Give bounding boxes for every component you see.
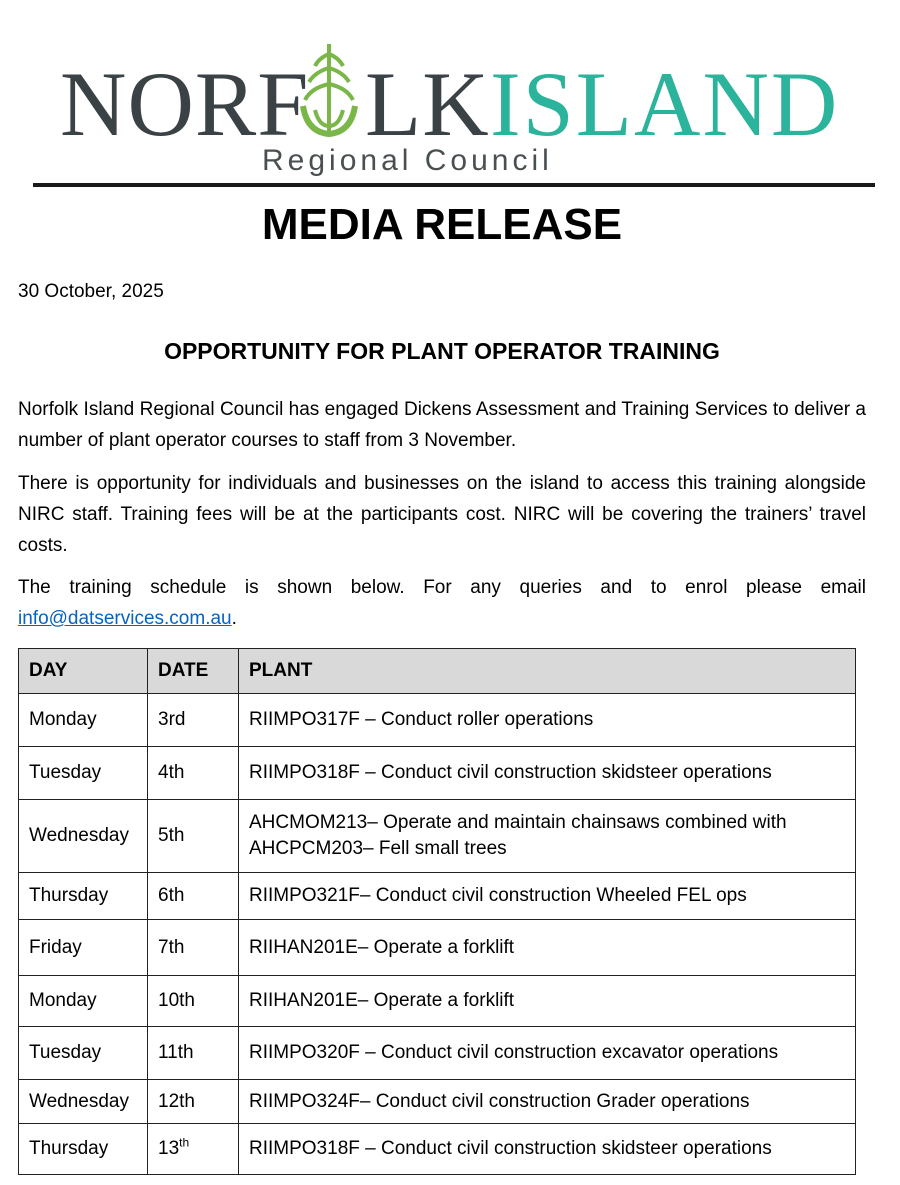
cell-plant	[239, 800, 856, 873]
schedule-text-end: .	[231, 608, 237, 629]
cell-day: Friday	[19, 920, 148, 976]
cell-day: Thursday	[19, 1124, 148, 1175]
cell-plant: RIIMPO318F – Conduct civil construction skidsteer operations	[239, 1124, 856, 1175]
header-day: DAY	[19, 649, 148, 694]
logo-subtitle: Regional Council	[262, 144, 553, 177]
table-row	[19, 873, 856, 920]
cell-day: Tuesday	[19, 1027, 148, 1080]
table-row	[19, 800, 856, 873]
cell-date: 7th	[148, 920, 239, 976]
cell-day: Monday	[19, 976, 148, 1027]
logo-word-lk: LK	[365, 53, 490, 155]
header-date: DATE	[148, 649, 239, 694]
header-plant: PLANT	[239, 649, 856, 694]
paragraph-intro: Norfolk Island Regional Council has engaged Dickens Assessment and Training Services to deliver a number of plant operator courses to staff from 3 November.	[18, 399, 866, 451]
cell-plant: RIIHAN201E– Operate a forklift	[239, 920, 856, 976]
cell-date-suffix: th	[179, 1135, 190, 1150]
cell-date-number: 13	[158, 1138, 180, 1159]
cell-date: 11th	[148, 1027, 239, 1080]
table-row	[19, 976, 856, 1027]
cell-plant: RIIMPO321F– Conduct civil construction Wheeled FEL ops	[239, 873, 856, 920]
schedule-text: The training schedule is shown below. For any queries and to enrol please email	[18, 577, 866, 598]
cell-plant: RIIHAN201E– Operate a forklift	[239, 976, 856, 1027]
training-schedule-table	[18, 648, 856, 1175]
cell-date	[148, 1124, 239, 1175]
table-row	[19, 694, 856, 747]
table-row	[19, 1080, 856, 1124]
cell-plant: RIIMPO317F – Conduct roller operations	[239, 694, 856, 747]
table-row	[19, 1124, 856, 1175]
cell-plant: RIIMPO318F – Conduct civil construction skidsteer operations	[239, 747, 856, 800]
logo-word-island: ISLAND	[490, 53, 840, 155]
cell-date: 12th	[148, 1080, 239, 1124]
logo-word-norf: NORF	[60, 53, 310, 155]
table-header-row	[19, 649, 856, 694]
paragraph-opportunity: There is opportunity for individuals and businesses on the island to access this training alongside NIRC staff. Training fees will be at the participants cost. NIRC will be covering the trainers’ travel costs.	[18, 473, 866, 556]
release-date: 30 October, 2025	[18, 281, 164, 302]
cell-date: 10th	[148, 976, 239, 1027]
cell-plant-line2: AHCPCM203– Fell small trees	[249, 838, 507, 859]
cell-date: 3rd	[148, 694, 239, 747]
fern-icon	[295, 40, 363, 140]
table-row	[19, 920, 856, 976]
cell-day: Wednesday	[19, 1080, 148, 1124]
cell-day: Thursday	[19, 873, 148, 920]
headline: OPPORTUNITY FOR PLANT OPERATOR TRAINING	[164, 338, 720, 364]
cell-plant: RIIMPO320F – Conduct civil construction excavator operations	[239, 1027, 856, 1080]
table-row	[19, 1027, 856, 1080]
cell-day: Monday	[19, 694, 148, 747]
email-link[interactable]: info@datservices.com.au	[18, 608, 232, 629]
cell-date: 4th	[148, 747, 239, 800]
cell-day: Tuesday	[19, 747, 148, 800]
council-logo	[60, 40, 860, 180]
cell-plant: RIIMPO324F– Conduct civil construction Grader operations	[239, 1080, 856, 1124]
paragraph-schedule	[18, 572, 866, 634]
header-divider	[33, 183, 875, 187]
cell-day: Wednesday	[19, 800, 148, 873]
cell-date: 5th	[148, 800, 239, 873]
cell-date: 6th	[148, 873, 239, 920]
page-title: MEDIA RELEASE	[261, 200, 623, 249]
cell-plant-line1: AHCMOM213– Operate and maintain chainsaws combined with	[249, 812, 787, 833]
table-row	[19, 747, 856, 800]
